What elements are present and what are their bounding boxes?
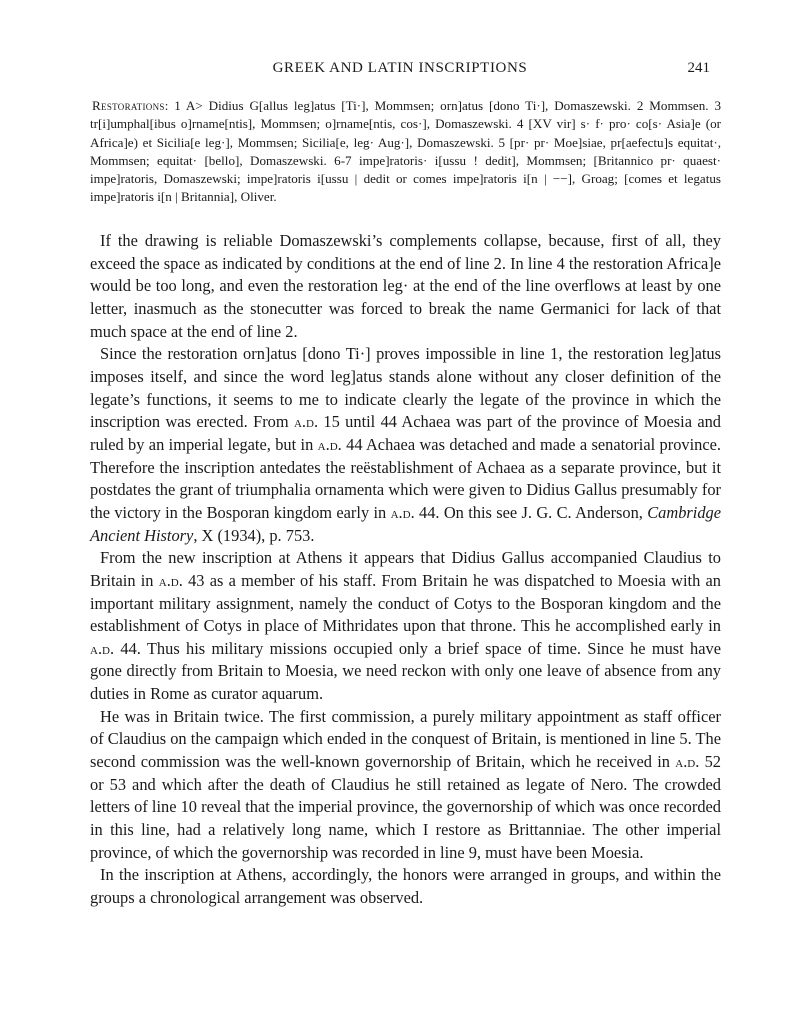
book-title: Cambridge Ancient History [90,502,722,545]
running-title: GREEK AND LATIN INSCRIPTIONS [272,60,528,76]
paragraph-3-text: 44. Thus his military missions occupied only a brief space of time. Since he must have gone directly from Britain to Moesia, we need reckon with only one leave of absence from any duties in Rome as curator aquarum. [90,638,721,704]
paragraph-5: In the inscription at Athens, accordingly, the honors were arranged in groups, and within the groups a chronological arrangement was observed. [90,865,721,908]
restorations-note [90,97,721,207]
paragraph-3 [90,547,721,706]
paragraph-2-text: 44. On this see J. G. C. Anderson, [414,502,648,522]
paragraph-3-text: 43 as a member of his staff. From Britain he was dispatched to Moesia with an important military assignment, namely the conduct of Cotys to the Bosporan kingdom and the establishment of Cotys in place of Mithridates upon that throne. This he accomplished early in [90,570,722,636]
paragraph-1: If the drawing is reliable Domaszewski’s complements collapse, because, first of all, they exceed the space as indicated by conditions at the end of line 2. In line 4 the restoration Africa]e would be too long, and even the restoration leg· at the end of the line overflows at least by one letter, inasmuch as the stonecutter was forced to break the name Germanici for lack of that much space at the end of line 2. [90,231,721,341]
restorations-text: : 1 A> Didius G[allus leg]atus [Ti·], Mommsen; orn]atus [dono Ti·], Domaszewski. 2 Mommsen. 3 tr[i]umphal[ibus o]rname[ntis], Mommsen; o]rname[ntis, cos·], Domaszewski. 4 [XV vir] s· f· pro· co[s· Asia]e (or Africa]e) et Sicilia[e leg·], Mommsen; Sicilia[e, leg· Aug·], Domaszewski. 5 [pr· pr· Moe]siae, pr[aefectu]s equitat·, Mommsen; equitat· [bello], Domaszewski. 6-7 impe]ratoris· i[ussu ! dedit], Mommsen; [Britannico pr· quaest· impe]ratoris, Domaszewski; impe]ratoris i[ussu | dedit or comes impe]ratoris i[n | −−], Groag; [comes et legatus impe]ratoris i[n | Britannia], Oliver. [90,98,721,205]
paragraph-2-text: Since the restoration orn]atus [dono Ti·] proves impossible in line 1, the restoration leg]atus imposes itself, and since the word leg]atus stands alone without any closer definition of the legate’s functions, it seems to me to indicate clearly the legate of the province in which the inscription was erected. From [90,344,721,432]
era-abbreviation: a.d. [158,570,183,590]
paragraph-4 [90,706,721,865]
paragraph-2-text: 15 until 44 Achaea was part of the province of Moesia and ruled by an imperial legate, but in [90,412,721,454]
era-abbreviation: a.d. [293,412,319,432]
paragraph-4-text: He was in Britain twice. The first commission, a purely military appointment as staff officer of Claudius on the campaign which ended in the conquest of Britain, is mentioned in line 5. The second commission was the well-known governorship of Britain, which he received in [90,706,721,772]
era-abbreviation: a.d. [90,638,115,658]
paragraph-2-text: 44 Achaea was detached and made a senatorial province. Therefore the inscription antedates the reëstablishment of Achaea as a separate province, but it postdates the grant of triumphalia ornamenta which were given to Didius Gallus presumably for the victory in the Bosporan kingdom early in [90,434,721,522]
era-abbreviation: a.d. [675,752,700,772]
paragraph-3-text: From the new inscription at Athens it appears that Didius Gallus accompanied Claudius to Britain in [90,548,721,590]
running-head [90,60,710,82]
paragraph-2 [90,343,721,547]
era-abbreviation: a.d. [317,434,342,454]
page-number: 241 [687,60,710,76]
paragraph-4-text: 52 or 53 and which after the death of Claudius he still retained as legate of Nero. The crowded letters of line 10 reveal that the imperial province, the governorship of which was once recorded in this line, had a relatively long name, which I restore as Brittanniae. The other imperial province, of which the governorship was recorded in line 9, must have been Moesia. [90,752,721,862]
restorations-label: Restorations [92,98,165,113]
body-text [90,230,721,910]
era-abbreviation: a.d. [390,502,415,522]
paragraph-2-text: , X (1934), p. 753. [193,525,315,545]
